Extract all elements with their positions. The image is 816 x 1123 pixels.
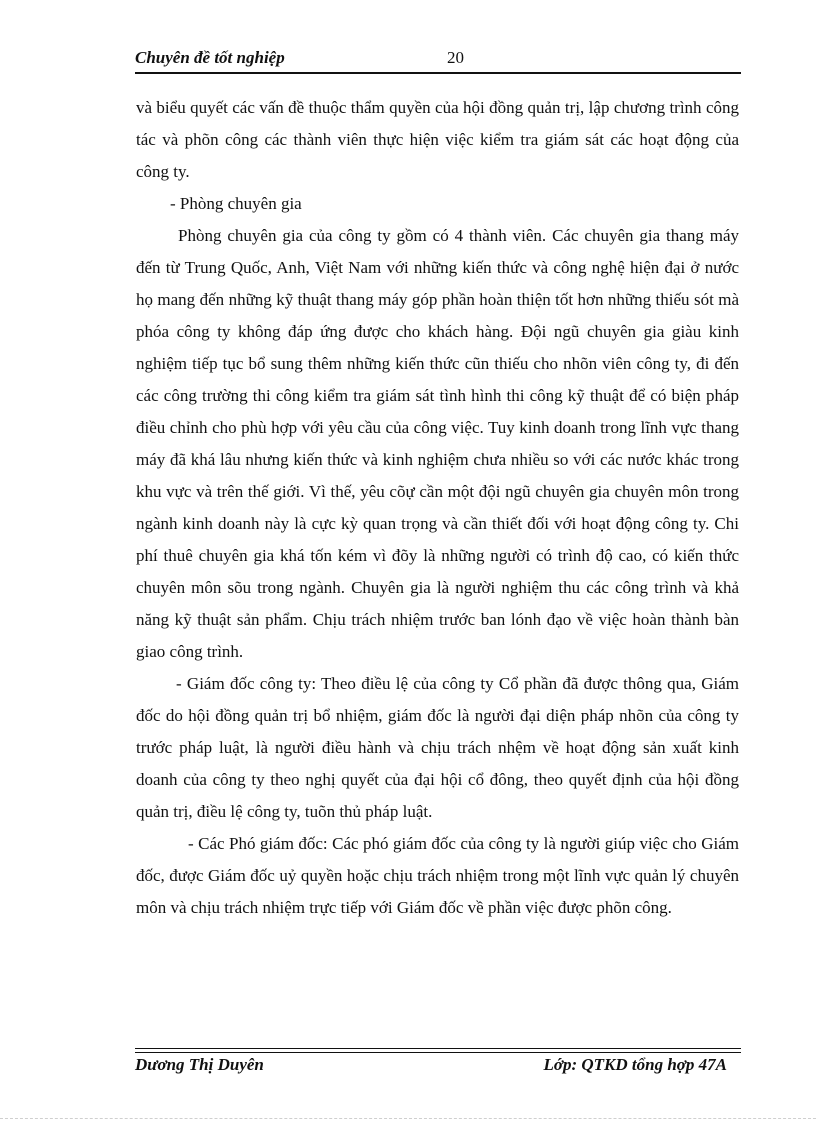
header-rule bbox=[135, 72, 741, 74]
page-header bbox=[135, 48, 741, 72]
footer-rule bbox=[135, 1048, 741, 1053]
paragraph: Phòng chuyên gia của công ty gồm có 4 thành viên. Các chuyên gia thang máy đến từ Trung Quốc, Anh, Việt Nam với những kiến thức và công nghệ hiện đại ở nước họ mang đến những kỹ thuật thang máy góp phần hoàn thiện tốt hơn những thiếu sót mà phóa công ty không đáp ứng được cho khách hàng. Đội ngũ chuyên gia giàu kinh nghiệm tiếp tục bổ sung thêm những kiến thức cũn thiếu cho nhõn viên công ty, đi đến các công trường thi công kiểm tra giám sát tình hình thi công kỹ thuật để có biện pháp điều chỉnh cho phù hợp với yêu cầu của công việc. Tuy kinh doanh trong lĩnh vực thang máy đã khá lâu nhưng kiến thức và kinh nghiệm chưa nhiều so với các nước khác trong khu vực và trên thế giới. Vì thế, yêu cõự cần một đội ngũ chuyên gia chuyên môn trong ngành kinh doanh này là cực kỳ quan trọng và cần thiết đối với hoạt động công ty. Chi phí thuê chuyên gia khá tốn kém vì đõy là những người có trình độ cao, có kiến thức chuyên môn sõu trong ngành. Chuyên gia là người nghiệm thu các công trình và khả năng kỹ thuật sản phẩm. Chịu trách nhiệm trước ban lónh đạo về việc hoàn thành bàn giao công trình. bbox=[136, 226, 739, 661]
paragraph: và biểu quyết các vấn đề thuộc thẩm quyền của hội đồng quản trị, lập chương trình công tác và phõn công các thành viên thực hiện việc kiểm tra giám sát các hoạt động của công ty. bbox=[136, 98, 739, 181]
section-heading-expert-room: - Phòng chuyên gia bbox=[170, 194, 302, 213]
header-title: Chuyên đề tốt nghiệp bbox=[135, 48, 285, 67]
page-footer bbox=[135, 1055, 741, 1079]
document-body bbox=[136, 92, 739, 924]
page-edge-divider bbox=[0, 1118, 816, 1119]
paragraph-director: - Giám đốc công ty: Theo điều lệ của công ty Cổ phần đã được thông qua, Giám đốc do hội đồng quản trị bổ nhiệm, giám đốc là người đại diện pháp nhõn của công ty trước pháp luật, là người điều hành và chịu trách nhệm về hoạt động sản xuất kinh doanh của công ty theo nghị quyết của đại hội cổ đông, theo quyết định của hội đồng quản trị, điều lệ công ty, tuõn thủ pháp luật. bbox=[136, 674, 739, 821]
footer-author: Dương Thị Duyên bbox=[135, 1055, 264, 1074]
paragraph-vice-directors: - Các Phó giám đốc: Các phó giám đốc của công ty là người giúp việc cho Giám đốc, được Giám đốc uỷ quyền hoặc chịu trách nhiệm trong một lĩnh vực quản lý chuyên môn và chịu trách nhiệm trực tiếp với Giám đốc về phần việc được phõn công. bbox=[136, 834, 739, 917]
page-number: 20 bbox=[447, 48, 464, 67]
footer-class-label: Lớp: QTKD tổng hợp 47A bbox=[543, 1055, 727, 1074]
